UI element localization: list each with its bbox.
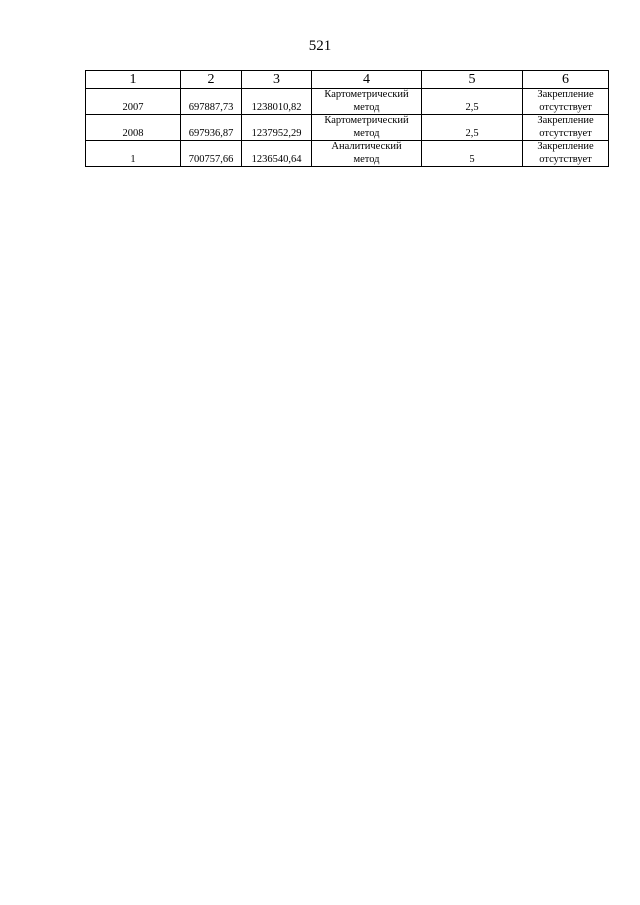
coordinates-table (85, 70, 609, 167)
column-header: 3 (242, 71, 312, 89)
column-header: 1 (86, 71, 181, 89)
method-line-2: метод (353, 153, 380, 165)
method-cell (312, 141, 422, 167)
fixing-line-1: Закрепление (537, 141, 594, 152)
fixing-cell (523, 89, 609, 115)
x-coordinate-cell: 697887,73 (181, 89, 242, 115)
x-coordinate-cell: 700757,66 (181, 141, 242, 167)
page-number: 521 (308, 38, 332, 54)
method-line-1: Аналитический (331, 141, 402, 152)
fixing-line-2: отсутствует (539, 127, 592, 139)
y-coordinate-cell: 1238010,82 (242, 89, 312, 115)
column-header: 4 (312, 71, 422, 89)
table-row (86, 141, 609, 167)
fixing-line-1: Закрепление (537, 89, 594, 100)
y-coordinate-cell: 1236540,64 (242, 141, 312, 167)
fixing-line-2: отсутствует (539, 101, 592, 113)
point-number-cell: 2007 (86, 89, 181, 115)
method-cell (312, 89, 422, 115)
fixing-cell (523, 141, 609, 167)
table-row (86, 115, 609, 141)
method-line-2: метод (353, 101, 380, 113)
fixing-cell (523, 115, 609, 141)
method-line-2: метод (353, 127, 380, 139)
method-line-1: Картометрический (324, 115, 409, 126)
x-coordinate-cell: 697936,87 (181, 115, 242, 141)
column-header: 2 (181, 71, 242, 89)
point-number-cell: 1 (86, 141, 181, 167)
fixing-line-1: Закрепление (537, 115, 594, 126)
method-cell (312, 115, 422, 141)
y-coordinate-cell: 1237952,29 (242, 115, 312, 141)
accuracy-cell: 2,5 (422, 89, 523, 115)
method-line-1: Картометрический (324, 89, 409, 100)
accuracy-cell: 5 (422, 141, 523, 167)
column-header: 5 (422, 71, 523, 89)
point-number-cell: 2008 (86, 115, 181, 141)
table-row (86, 89, 609, 115)
table-header-row (86, 71, 609, 89)
column-header: 6 (523, 71, 609, 89)
accuracy-cell: 2,5 (422, 115, 523, 141)
fixing-line-2: отсутствует (539, 153, 592, 165)
